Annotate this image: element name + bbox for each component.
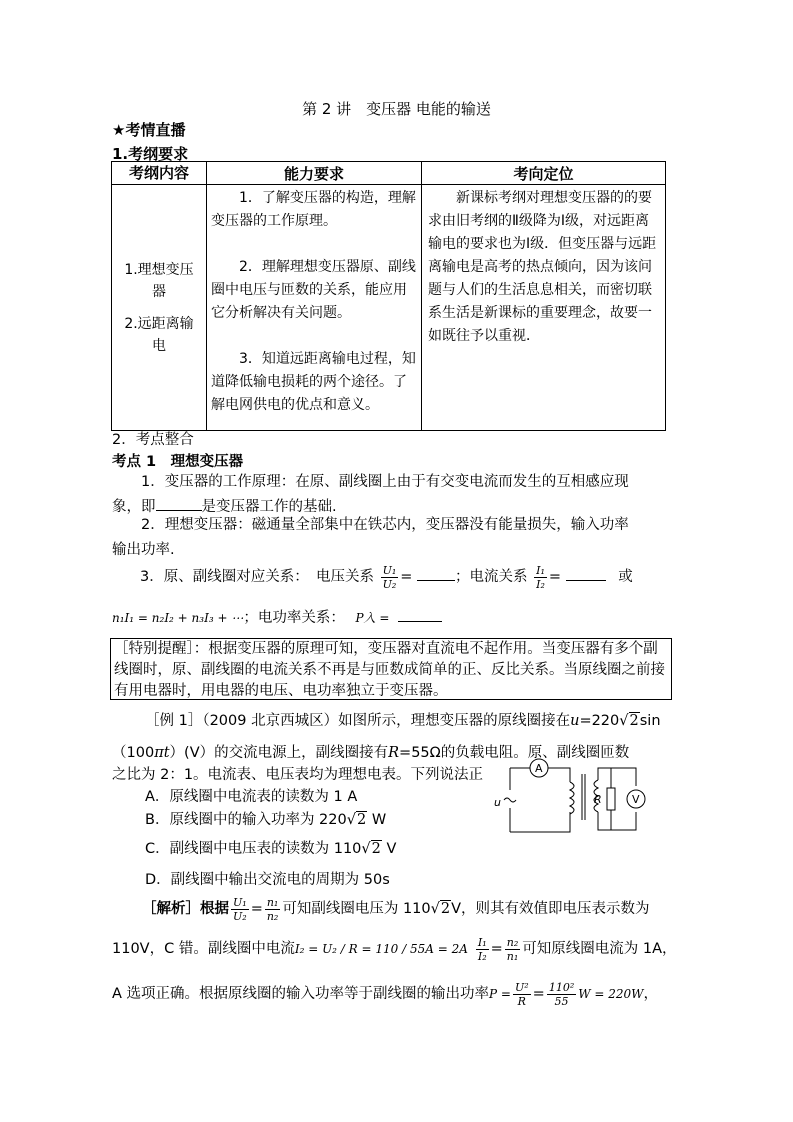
transformer-circuit-diagram [490,752,660,836]
table-header: 考向定位 [422,162,666,185]
power-line [112,606,442,631]
example-line: 之比为 2：1。电流表、电压表均为理想电表。下列说法正 [112,767,484,783]
equals-sign: = [548,569,562,585]
ability-item: 1．了解变压器的构造，理解变压器的工作原理。 [211,190,416,229]
text: （100 [112,745,155,761]
option-d: D．副线圈中输出交流电的周期为 50s [145,872,390,888]
text: ；电流关系 [455,569,528,585]
text: t [163,745,170,761]
text: R [388,745,400,761]
sqrt: √2 [619,713,639,729]
special-note-box: ［特别提醒］：根据变压器的原理可知，变压器对直流电不起作用。当变压器有多个副线圈时，原、副线圈的电流关系不再是与匝数成简单的正、反比关系。当原线圈之前接有用电器时，用电器的电压、电功率独立于变压器。 [110,638,672,700]
fraction-u: $\frac{\text{U₁}}{\text{U₂}}$ [382,563,397,591]
text: 或 [618,569,633,585]
text: 象，即 [112,499,156,515]
text: π [154,745,164,761]
option-b: B．原线圈中的输入功率为 220√2 W [145,812,387,828]
table-header-row [112,162,666,185]
fraction-i: $\frac{\text{I₁}}{\text{I₂}}$ [536,563,545,591]
formula: P入 = [355,611,390,625]
formula: u [570,713,580,729]
primary-coil [570,782,574,814]
subsection-heading: 1.考纲要求 [112,145,189,163]
analysis-line: 110V，C 错。副线圈中电流I₂ = U₂ / R = 110 / 55A = 2A $\frac{\text{I₁}}{\text{I₂}}$ = $\frac{\text{n₂}}{\text{n₁}}$ 可知原线圈电流为 1A， [112,935,677,963]
text: ）(V）的交流电源上，副线圈接有 [169,745,389,761]
example-line [112,709,680,734]
option-a: A．原线圈中电流表的读数为 1 A [145,789,358,805]
text: 是变压器工作的基础. [201,499,337,515]
table-row [112,185,666,431]
page-title: 第 2 讲 变压器 电能的输送 [302,100,491,118]
primary-wire [510,768,570,832]
resistor-label: R [594,793,602,806]
paragraph-text: 2．理想变压器：磁通量全部集中在铁芯内，变压器没有能量损失，输入功率 [141,517,629,533]
ability-item: 2．理解理想变压器原、副线圈中电压与匝数的关系，能应用它分析解决有关问题。 [211,259,416,321]
text: ；电功率关系： [243,610,345,626]
section-heading: ★考情直播 [112,121,186,139]
points-heading: 2．考点整合 [112,432,194,448]
table-header: 能力要求 [207,162,422,185]
formula: n₁I₁ = n₂I₂ + n₃I₃ + ⋯ [112,611,244,625]
content-item: 1.理想变压器 [124,261,194,300]
content-cell [112,185,207,431]
paragraph-text: 输出功率. [112,542,175,558]
ability-item: 3．知道远距离输电过程，知道降低输电损耗的两个途径。了解电网供电的优点和意义。 [211,351,416,413]
ammeter-label: A [535,762,543,775]
resistor [607,788,615,810]
table-header: 考纲内容 [112,162,207,185]
secondary-wire [598,768,636,830]
answer-blank [417,568,455,581]
source-label: u [494,796,501,809]
relation-line [112,560,680,594]
text: ［例 1］（2009 北京西城区）如图所示，理想变压器的原线圈接在 [145,713,571,729]
content-item: 2.远距离输电 [124,315,194,354]
equals-sign: = [400,569,413,585]
kaodian-heading: 考点 1 理想变压器 [112,454,244,470]
voltmeter-label: V [632,793,640,806]
paragraph [112,513,680,563]
requirements-table [111,161,666,431]
paragraph-text: 1．变压器的工作原理：在原、副线圈上由于有交变电流而发生的互相感应现 [141,474,629,490]
text: =55Ω的负载电阻。原、副线圈匝数 [399,745,630,761]
analysis-line: A 选项正确。根据原线圈的输入功率等于副线圈的输出功率P = $\frac{\text{U²}}{R}$ = $\frac{\text{110²}}{55}$ W = 220W， [112,980,658,1008]
text: =220 [579,713,620,729]
text: 3．原、副线圈对应关系： 电压关系 [140,569,374,585]
answer-blank [398,609,442,622]
orientation-cell [422,185,666,431]
answer-blank [156,498,202,511]
orientation-text: 新课标考纲对理想变压器的的要求由旧考纲的Ⅱ级降为Ⅰ级，对远距离输电的要求也为Ⅰ级．但变压器与远距离输电是高考的热点倾向，因为该问题与人们的生活息息相关，而密切联系生活是新课标的重要理念，故要一如既往予以重视． [428,190,657,344]
ability-cell [207,185,422,431]
answer-blank [566,568,606,581]
analysis-line: ［解析］根据 $\frac{\text{U₁}}{\text{U₂}}$ = $\frac{\text{n₁}}{\text{n₂}}$ 可知副线圈电压为 110√2V，则其有效值即电压表示数为 [142,895,650,923]
option-c: C．副线圈中电压表的读数为 110√2 V [145,841,397,857]
ac-source [504,798,516,802]
text: sin [639,713,661,729]
